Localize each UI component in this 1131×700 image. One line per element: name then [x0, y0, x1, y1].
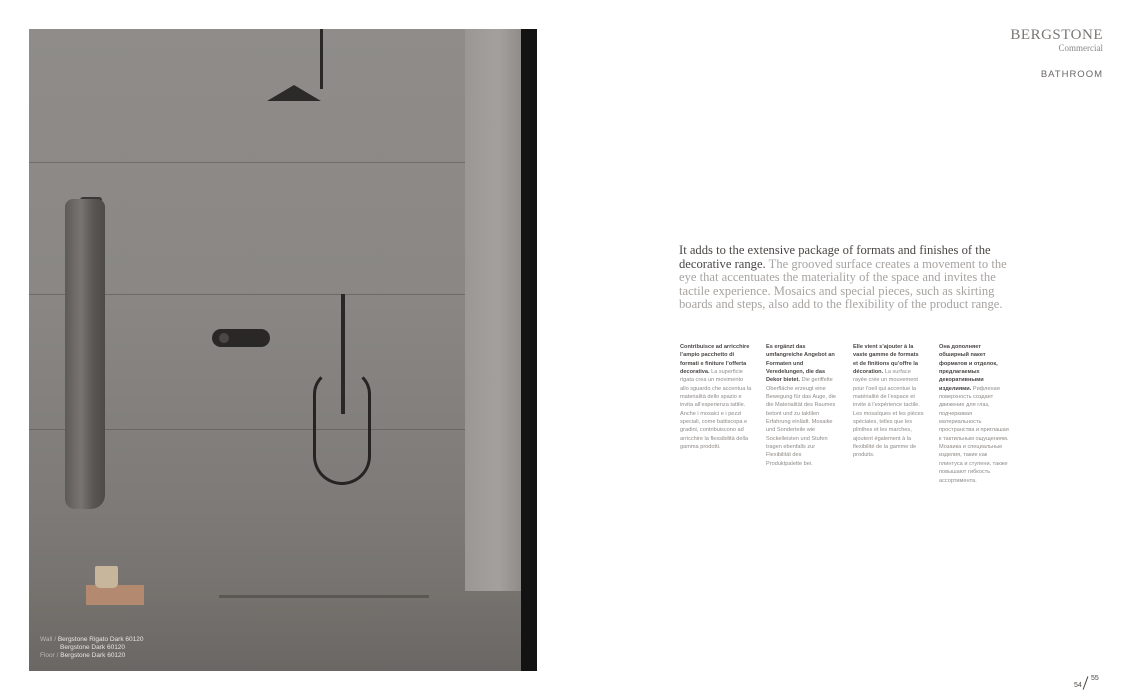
- caption-floor-item: Bergstone Dark 60120: [60, 652, 126, 659]
- caption-line: [40, 652, 143, 660]
- side-wall: [465, 29, 521, 671]
- column-text: Рифленая поверхность создает движение для глаз, подчеркивая материальность пространства и приглашая к тактильным ощущениям. Мозаика и специальные изделия, такие как плинтуса и ступени, также повышают гибкость ассортимента.: [939, 385, 1009, 484]
- section-title: BATHROOM: [1040, 69, 1103, 80]
- column-italian: [680, 343, 752, 451]
- lead-paragraph: [679, 244, 1015, 312]
- caption-floor-label: Floor /: [40, 652, 59, 659]
- caption-wall-item: Bergstone Rigato Dark 60120: [57, 636, 144, 643]
- column-text: La superficie rigata crea un movimento allo sguardo che accentua la materialità dello spazio e invita all’esperienza tattile. Anche i mosaici e i pezzi speciali, come battiscopa e gradini, contribuiscono ad arricchire la flessibilità della gamma prodotti.: [680, 369, 752, 451]
- shower-head: [267, 85, 321, 101]
- tile-seam: [29, 162, 465, 163]
- brand-name: BERGSTONE: [1010, 27, 1103, 43]
- brand-subtitle: Commercial: [1058, 43, 1103, 53]
- mixer-knob: [219, 333, 229, 343]
- caption-line: [40, 636, 143, 644]
- brand-logo: [1010, 27, 1103, 53]
- page-number-left: 54: [1074, 682, 1082, 689]
- column-lead: Elle vient s’ajouter à la vaste gamme de formats et de finitions qu’offre la décoration.: [853, 344, 919, 376]
- towel: [65, 199, 105, 509]
- page-number-right: 55: [1091, 675, 1099, 682]
- caption-line: [40, 644, 143, 652]
- shower-hose: [313, 369, 371, 485]
- column-lead: Она дополняет обширный пакет форматов и отделок, предлагаемых декоративными изделиями.: [939, 344, 998, 392]
- caption-wall-item: Bergstone Dark 60120: [60, 644, 126, 651]
- column-german: [766, 343, 838, 468]
- page-numbers: [1068, 672, 1108, 692]
- lead-rest: The grooved surface creates a movement to the eye that accentuates the materiality of the space and invites the tactile experience. Mosaics and special pieces, such as skirting boards and steps, also add to the flexibility of the product range.: [679, 256, 1007, 312]
- column-text: La surface rayée crée un mouvement pour l’oeil qui accentue la matérialité de l’espace et invite à l’expérience tactile. Les mosaïques et les pièces spéciales, telles que les plinthes et les marches, ajoutent également à la flexibilité de la gamme de produits.: [853, 369, 924, 459]
- column-french: [853, 343, 925, 460]
- column-lead: Contribuisce ad arricchire l’ampio pacchetto di formati e finiture l’offerta decorativa.: [680, 344, 750, 376]
- lead-emphasis: It adds to the extensive package of formats and finishes of the decorative range.: [679, 243, 991, 271]
- column-lead: Es ergänzt das umfangreiche Angebot an Formaten und Veredelungen, die das Dekor bietet.: [766, 344, 835, 384]
- linear-drain: [219, 595, 429, 598]
- shower-pipe: [320, 29, 323, 89]
- column-russian: [939, 343, 1011, 485]
- caption-wall-label: Wall /: [40, 636, 57, 643]
- bathroom-photo: [29, 29, 537, 671]
- ceramic-cup: [95, 566, 118, 588]
- photo-caption: [40, 636, 143, 660]
- column-text: Die geriffelte Oberfläche erzeugt eine Bewegung für das Auge, die die Materialität des Raumes betont und zu taktilen Erfahrung einlädt. Mosaike und Sonderteile wie Sockelleisten und Stufen tragen ebenfalls zur Flexibilität des Produktpalette bei.: [766, 377, 836, 467]
- wooden-block: [86, 585, 144, 605]
- dark-edge: [521, 29, 537, 671]
- page-separator: [1083, 676, 1089, 689]
